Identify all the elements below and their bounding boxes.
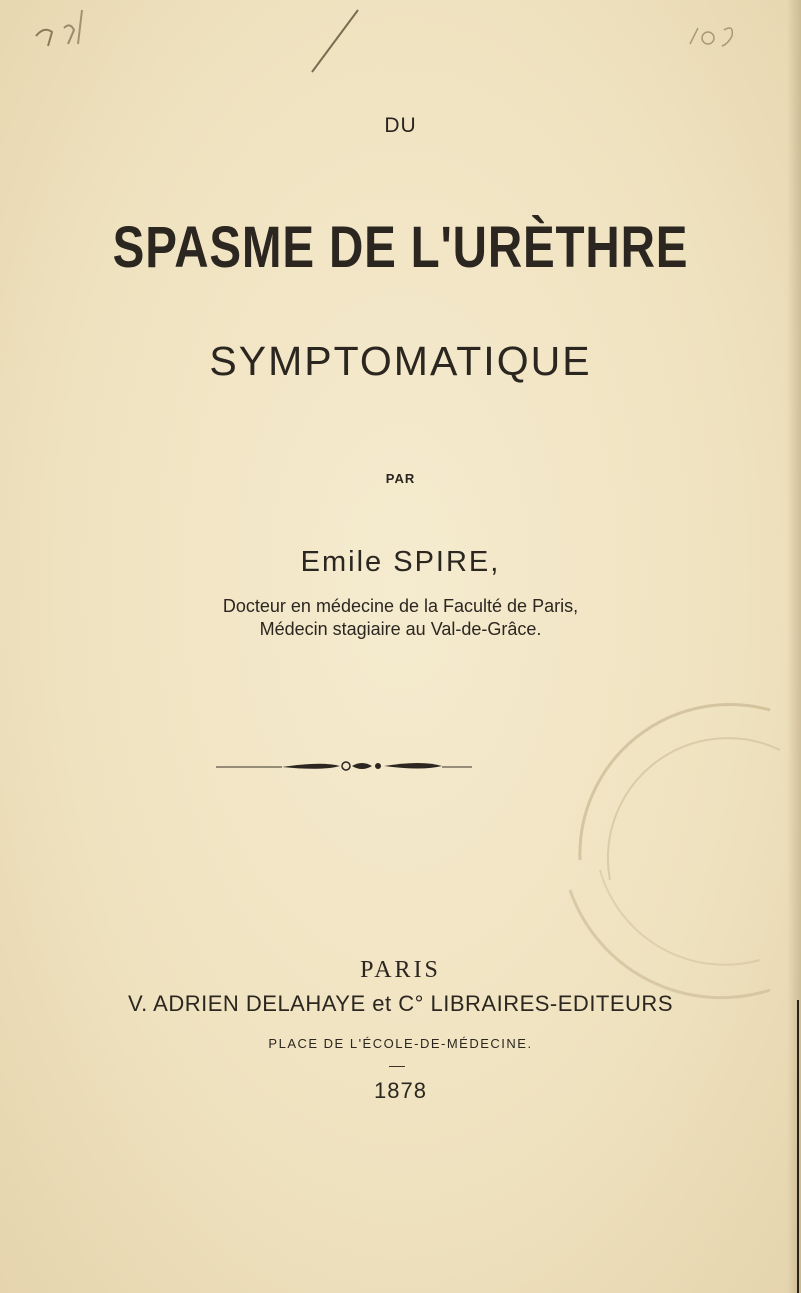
author-credential: Docteur en médecine de la Faculté de Paris, xyxy=(222,596,579,616)
author-name: Emile SPIRE, xyxy=(300,546,501,578)
imprint-publisher: V. ADRIEN DELAHAYE et C° LIBRAIRES-EDITEURS xyxy=(127,991,673,1016)
subtitle: SYMPTOMATIQUE xyxy=(209,338,592,384)
imprint-address: PLACE DE L'ÉCOLE-DE-MÉDECINE. xyxy=(268,1036,533,1051)
pencil-slash xyxy=(300,0,380,80)
imprint-year: 1878 xyxy=(374,1078,427,1103)
ornament-divider xyxy=(212,757,476,775)
pencil-number xyxy=(670,14,780,54)
imprint-city: PARIS xyxy=(360,957,441,983)
page-edge-line xyxy=(797,1000,799,1293)
author-credential: Médecin stagiaire au Val-de-Grâce. xyxy=(259,619,542,639)
main-title: SPASME DE L'URÈTHRE xyxy=(112,215,689,280)
by-label: PAR xyxy=(385,471,416,486)
divider-dash xyxy=(389,1066,405,1067)
pre-title: DU xyxy=(384,114,417,137)
pencil-shelfmark xyxy=(30,0,140,50)
